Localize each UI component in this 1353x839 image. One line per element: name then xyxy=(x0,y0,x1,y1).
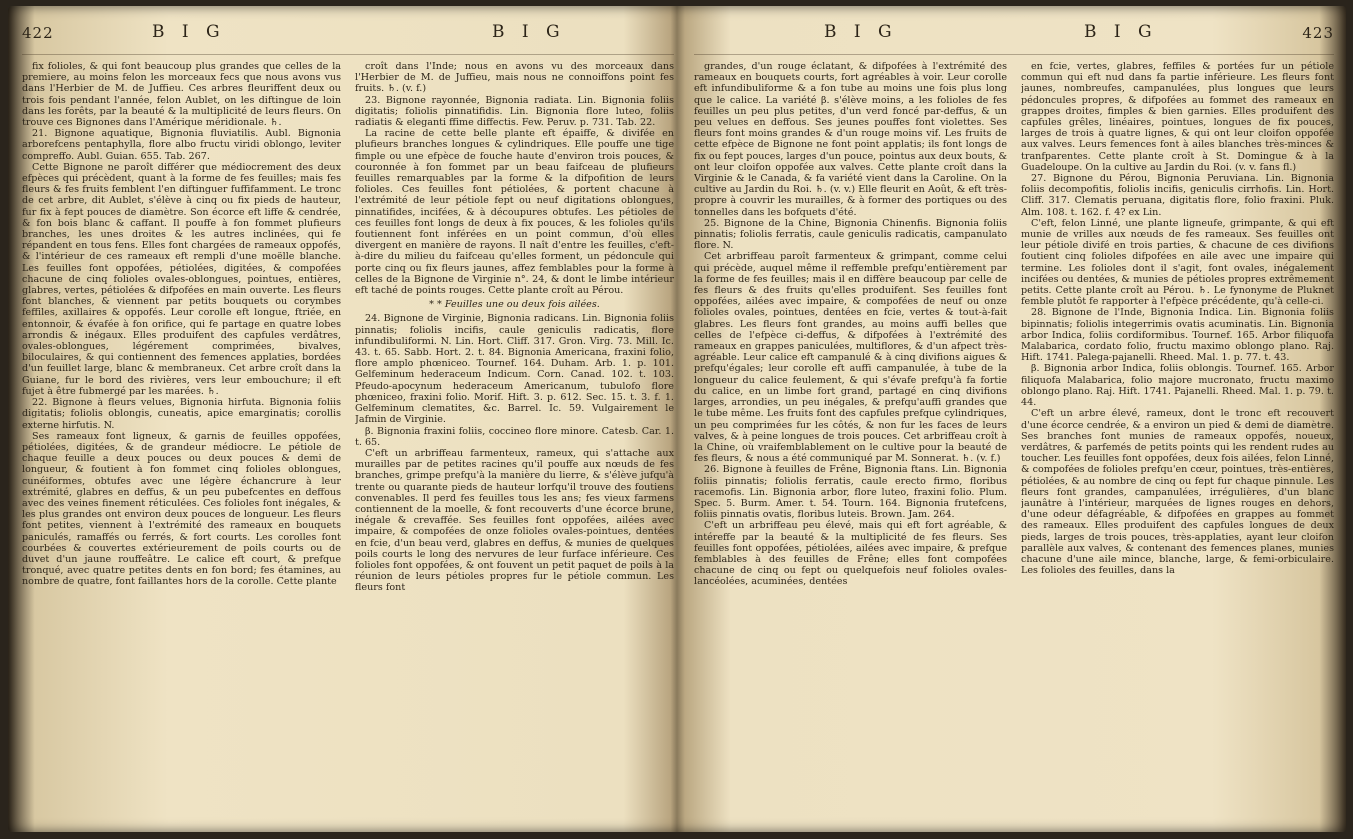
right-page xyxy=(694,20,1334,820)
left-page xyxy=(22,20,674,820)
paragraph: β. Bignonia arbor Indica, foliis oblongis. Tournef. 165. Arbor filiquofa Malabarica, folio majore mucronato, fructu maximo oblongo plano. Raj. Hift. 1741. Pajanelli. Rheed. Mal. 1. p. 79. t. 44. xyxy=(1021,363,1334,409)
paragraph: 22. Bignone à fleurs velues, Bignonia hirfuta. Bignonia foliis digitatis; foliolis oblongis, cuneatis, apice emarginatis; corollis externe hirfutis. N. xyxy=(22,397,341,431)
text-column xyxy=(1021,61,1334,820)
paragraph: 26. Bignone à feuilles de Frêne, Bignonia ftans. Lin. Bignonia foliis pinnatis; foliolis ferratis, caule erecto firmo, floribus racemofis. Lin. Bignonia arbor, flore luteo, fraxini folio. Plum. Spec. 5. Burm. Amer. t. 54. Tourn. 164. Bignonia frutefcens, foliis pinnatis ovatis, floribus luteis. Brown. Jam. 264. xyxy=(694,464,1007,521)
paragraph: β. Bignonia fraxini foliis, coccineo flore minore. Catesb. Car. 1. t. 65. xyxy=(355,425,674,448)
running-title: B I G xyxy=(824,22,898,42)
left-page-header xyxy=(22,20,674,55)
section-heading: * * Feuilles une ou deux fois ailées. xyxy=(429,299,600,311)
text-column xyxy=(694,61,1007,820)
text-column xyxy=(355,61,674,820)
paragraph: croît dans l'Inde; nous en avons vu des morceaux dans l'Herbier de M. de Juffieu, mais nous ne connoiffons point fes fruits. ♄. (v. f.) xyxy=(355,61,674,95)
paragraph: 21. Bignone aquatique, Bignonia fluviatilis. Aubl. Bignonia arborefcens pentaphylla, flore albo fructu viridi oblongo, leviter compreffo. Aubl. Guian. 655. Tab. 267. xyxy=(22,128,341,162)
paragraph: C'eft un arbre élevé, rameux, dont le tronc eft recouvert d'une écorce cendrée, & a environ un pied & demi de diamètre. Ses branches font munies de rameaux oppofés, noueux, verdâtres, & parfemés de petits points qui les rendent rudes au toucher. Les feuilles font oppofées, deux fois ailées, felon Linné, & compofées de folioles prefqu'en cœur, pointues, très-entières, pétiolées, & au nombre de cinq ou fept fur chaque pinnule. Les fleurs font grandes, campanulées, irrégulières, d'un blanc jaunâtre à l'intérieur, marquées de lignes rouges en dehors, d'une odeur défagréable, & difpofées en grappes au fommet des rameaux. Elles produifent des capfules longues de deux pieds, larges de trois pouces, très-applaties, ayant leur cloifon parallèle aux valves, & contenant des femences planes, munies chacune d'une aile mince, blanche, large, & femi-orbiculaire. Les folioles des feuilles, dans la xyxy=(1021,408,1334,577)
paragraph: 27. Bignone du Pérou, Bignonia Peruviana. Lin. Bignonia foliis decompofitis, foliolis incifis, geniculis cirrhofis. Lin. Hort. Cliff. 317. Clematis peruana, digitatis flore, folio fraxini. Pluk. Alm. 108. t. 162. f. 4? ex Lin. xyxy=(1021,173,1334,218)
paragraph: grandes, d'un rouge éclatant, & difpofées à l'extrémité des rameaux en bouquets courts, fort agréables à voir. Leur corolle eft infundibuliforme & a fon tube au moins une fois plus long que le calice. La variété β. s'élève moins, a les folioles de fes feuilles un peu plus petites, d'un verd foncé par-deffus, & un peu velues en deffous. Ses jeunes pouffes font violettes. Ses fleurs font moins grandes & d'un rouge moins vif. Les fruits de cette efpèce de Bignone ne font point applatis; ils font longs de fix ou fept pouces, larges d'un pouce, pointus aux deux bouts, & ont leur cloifon oppofée aux valves. Cette plante croît dans la Virginie & le Canada, & fa variété vient dans la Caroline. On la cultive au Jardin du Roi. ♄. (v. v.) Elle fleurit en Août, & eft très-propre à couvrir les murailles, & à former des portiques ou des tonnelles dans les bofquets d'été. xyxy=(694,61,1007,218)
right-page-header xyxy=(694,20,1334,55)
page-number: 422 xyxy=(22,24,54,42)
paragraph: La racine de cette belle plante eft épaiffe, & divifée en plufieurs branches longues & cylindriques. Elle pouffe une tige fimple ou une efpèce de fouche haute d'environ trois pouces, & couronnée à fon fommet par un beau faifceau de plufieurs feuilles remarquables par la forme & la difpofition de leurs folioles. Ces feuilles font pétiolées, & portent chacune à l'extrémité de leur pétiole fept ou neuf digitations oblongues, pinnatifides, incifées, & à découpures obtufes. Les pétioles de ces feuilles font longs de deux à fix pouces, & les folioles qu'ils foutiennent font inférées en un point commun, d'où elles divergent en manière de rayons. Il naît d'entre les feuilles, c'eft-à-dire du milieu du faifceau qu'elles forment, un pédoncule qui porte cinq ou fix fleurs jaunes, affez femblables pour la forme à celles de la Bignone de Virginie n°. 24, & dont le limbe intérieur eft taché de points rouges. Cette plante croît au Pérou. xyxy=(355,128,674,297)
running-title: B I G xyxy=(1084,22,1158,42)
running-title: B I G xyxy=(492,22,566,42)
paragraph: C'eft un arbriffeau peu élevé, mais qui eft fort agréable, & intéreffe par la beauté & la multiplicité de fes fleurs. Ses feuilles font oppofées, pétiolées, ailées avec impaire, & prefque femblables à des feuilles de Frêne; elles font compofées chacune de cinq ou fept ou quelquefois neuf folioles ovales-lancéolées, acuminées, dentées xyxy=(694,520,1007,588)
paragraph: Cet arbriffeau paroît farmenteux & grimpant, comme celui qui précède, auquel même il reffemble prefqu'entièrement par la forme de fes feuilles; mais il en diffère beaucoup par celle de fes fleurs & des fruits qu'elles produifent. Ses feuilles font oppofées, ailées avec impaire, & compofées de neuf ou onze folioles ovales, pointues, dentées en fcie, vertes & tout-à-fait glabres. Les fleurs font grandes, au moins auffi belles que celles de l'efpèce ci-deffus, & difpofées à l'extrémité des rameaux en grappes paniculées, multiflores, & d'un afpect très-agréable. Leur calice eft campanulé & à cinq divifions aigues & prefqu'égales; leur corolle eft auffi campanulée, à tube de la longueur du calice feulement, & qui s'évafe prefqu'à fa fortie du calice, en un limbe fort grand, partagé en cinq divifions larges, arrondies, un peu inégales, & prefqu'auffi grandes que le tube même. Les fruits font des capfules prefque cylindriques, un peu comprimées fur les côtés, & non fur les faces de leurs valves, & à peine longues de trois pouces. Cet arbriffeau croît à la Chine, où vraifemblablement on le cultive pour la beauté de fes fleurs, & nous a été communiqué par M. Sonnerat. ♄. (v. f.) xyxy=(694,251,1007,465)
paragraph: C'eft un arbriffeau farmenteux, rameux, qui s'attache aux murailles par de petites racines qu'il pouffe aux nœuds de fes branches, grimpe prefqu'à la manière du lierre, & s'élève jufqu'à trente ou quarante pieds de hauteur lorfqu'il trouve des foutiens convenables. Il perd fes feuilles tous les ans; fes vieux farmens contiennent de la moelle, & font recouverts d'une écorce brune, inégale & crevaffée. Ses feuilles font oppofées, ailées avec impaire, & compofées de onze folioles ovales-pointues, dentées en fcie, d'un beau verd, glabres en deffus, & munies de quelques poils courts le long des nervures de leur furface inférieure. Ces folioles font oppofées, & ont fouvent un petit paquet de poils à la réunion de leurs pétioles propres fur le pétiole commun. Les fleurs font xyxy=(355,447,674,594)
paragraph: 28. Bignone de l'Inde, Bignonia Indica. Lin. Bignonia foliis bipinnatis; foliolis integerrimis ovatis acuminatis. Lin. Bignonia arbor Indica, foliis cordiformibus. Tournef. 165. Arbor filiquofa Malabarica, cordato folio, fructu maximo oblongo plano. Raj. Hift. 1741. Palega-pajanelli. Rheed. Mal. 1. p. 77. t. 43. xyxy=(1021,307,1334,364)
page-number: 423 xyxy=(1302,24,1334,42)
paragraph: 23. Bignone rayonnée, Bignonia radiata. Lin. Bignonia foliis digitatis; foliolis pinnatifidis. Lin. Bignonia flore luteo, foliis radiatis & eleganti ffime diffectis. Few. Peruv. p. 731. Tab. 22. xyxy=(355,94,674,129)
paragraph: C'eft, felon Linné, une plante ligneufe, grimpante, & qui eft munie de vrilles aux nœuds de fes rameaux. Ses feuilles ont leur pétiole divifé en trois parties, & chacune de ces divifions foutient cinq folioles difpofées en aile avec une impaire qui termine. Les folioles dont il s'agit, font ovales, inégalement incifées ou dentées, & munies de pétioles propres extrêmement petits. Cette plante croît au Pérou. ♄. Le fynonyme de Pluknet femble plutôt fe rapporter à l'efpèce précédente, qu'à celle-ci. xyxy=(1021,217,1334,308)
open-book xyxy=(8,6,1346,832)
running-title: B I G xyxy=(152,22,226,42)
paragraph: Ses rameaux font ligneux, & garnis de feuilles oppofées, pétiolées, digitées, & de grandeur médiocre. Le pétiole de chaque feuille a deux pouces ou deux pouces & demi de longueur, & foutient à fon fommet cinq folioles oblongues, cunéiformes, obtufes avec une légère échancrure à leur extrémité, glabres en deffus, & un peu pubefcentes en deffous avec des veines finement réticulées. Ces folioles font inégales, & les plus grandes ont environ deux pouces de longueur. Les fleurs font petites, viennent à l'extrémité des rameaux en bouquets paniculés, ramaffés ou ferrés, & fort courts. Les corolles font courbées & couvertes extérieurement de poils courts ou de duvet d'un jaune rouffeâtre. Le calice eft court, & prefque tronqué, avec quatre petites dents en fon bord; fes étamines, au nombre de quatre, font faillantes hors de la corolle. Cette plante xyxy=(22,430,341,588)
paragraph: 25. Bignone de la Chine, Bignonia Chinenfis. Bignonia foliis pinnatis; foliolis ferratis, caule geniculis radicatis, campanulato flore. N. xyxy=(694,217,1007,252)
paragraph: Cette Bignone ne paroît différer que médiocrement des deux efpèces qui précèdent, quant à la forme de fes feuilles; mais fes fleurs & fes fruits femblent l'en diftinguer fuffifamment. Le tronc de cet arbre, dit Aublet, s'élève à cinq ou fix pieds de hauteur, fur fix à fept pouces de diamètre. Son écorce eft liffe & cendrée, & fon bois blanc & caffant. Il pouffe à fon fommet plufieurs branches, les unes droites & les autres inclinées, qui fe répandent en tous fens. Elles font chargées de rameaux oppofés, & l'intérieur de ces rameaux eft rempli d'une moëlle blanche. Les feuilles font oppofées, pétiolées, digitées, & compofées chacune de cinq folioles ovales-oblongues, pointues, entières, glabres, vertes, pétiolées & difpofées en main ouverte. Les fleurs font blanches, & viennent par petits bouquets ou corymbes feffiles, axillaires & oppofés. Leur corolle eft longue, ftriée, en entonnoir, & évafée à fon orifice, qui fe partage en quatre lobes arrondis & inégaux. Elles produifent des capfules verdâtres, ovales-oblongues, légérement comprimées, bivalves, biloculaires, & qui contiennent des femences applaties, bordées d'un feuillet large, blanc & membraneux. Cet arbre croît dans la Guiane, fur le bord des rivières, vers leur embouchure; il eft fujet à être fubmergé par les marées. ♄. xyxy=(22,161,341,397)
paragraph: fix folioles, & qui font beaucoup plus grandes que celles de la premiere, au moins felon les morceaux fecs que nous avons vus dans l'Herbier de M. de Juffieu. Ces arbres fleuriffent deux ou trois fois pendant l'année, felon Aublet, on les diftingue de loin dans les forêts, par la beauté & la multiplicité de leurs fleurs. On trouve ces Bignones dans l'Amérique méridionale. ♄. xyxy=(22,61,341,129)
paragraph: 24. Bignone de Virginie, Bignonia radicans. Lin. Bignonia foliis pinnatis; foliolis incifis, caule geniculis radicatis, flore infundibuliformi. N. Lin. Hort. Cliff. 317. Gron. Virg. 73. Mill. Ic. 43. t. 65. Sabb. Hort. 2. t. 84. Bignonia Americana, fraxini folio, flore amplo phœniceo. Tournef. 164. Duham. Arb. 1. p. 101. Gelfeminum hederaceum Indicum. Corn. Canad. 102. t. 103. Pfeudo-apocynum hederaceum Americanum, tubulofo flore phœniceo, fraxini folio. Morif. Hift. 3. p. 612. Sec. 15. t. 3. f. 1. Gelfeminum clematites, &c. Barrel. Ic. 59. Vulgairement le Jafmin de Virginie. xyxy=(355,313,674,426)
text-column xyxy=(22,61,341,820)
paragraph: en fcie, vertes, glabres, feffiles & portées fur un pétiole commun qui eft nud dans fa partie inférieure. Les fleurs font jaunes, nombreufes, campanulées, plus longues que leurs pédoncules propres, & difpofées au fommet des rameaux en grappes droites, fimples & bien garnies. Elles produifent des capfules grêles, linéaires, pointues, longues de fix pouces, larges de trois à quatre lignes, & qui ont leur cloifon oppofée aux valves. Leurs femences font à ailes blanches très-minces & tranfparentes. Cette plante croît à St. Domingue & à la Guadeloupe. On la cultive au Jardin du Roi. (v. v. fans fl.) xyxy=(1021,61,1334,173)
